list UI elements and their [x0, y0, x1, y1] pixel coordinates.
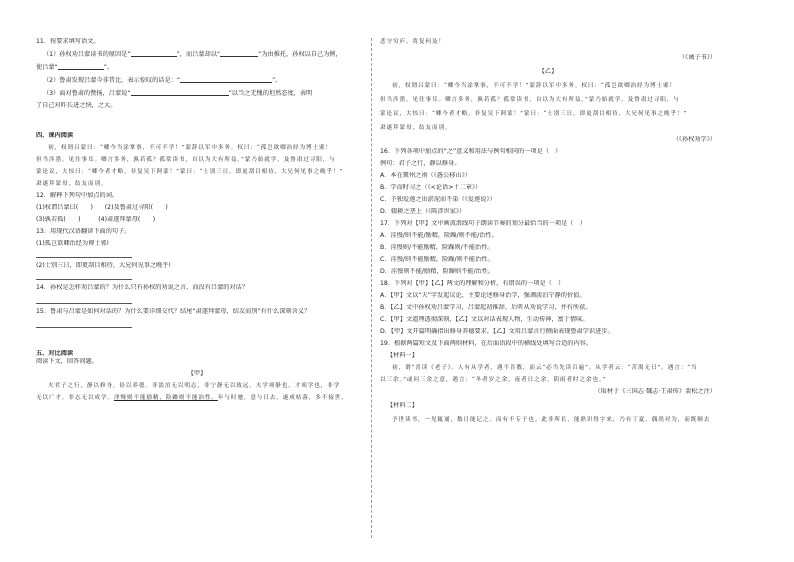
question-11: 11．按要求填写语文。	[36, 38, 100, 45]
question-11-part-3-cont: 了自己对昨长进之快，之大。	[36, 102, 117, 109]
option-d[interactable]: D．淫慢则不能/励精，险躁则不能/治性。	[380, 268, 495, 275]
passage-line: 以三余。”或问三余之意，遇言：“冬者岁之余，夜者日之余，阴雨者时之余也。”	[380, 377, 607, 383]
question-13: 13．用现代汉语翻译下面的句子。	[36, 228, 131, 235]
question-14: 14．孙权是怎样劝吕蒙的？为什么只有孙权的劝说之言，而没有吕蒙的对话？	[36, 284, 249, 291]
option-c[interactable]: C．淫慢/则不能励精，险躁/则不能治性。	[380, 256, 494, 263]
passage-line: 夫君子之行，静以修身，俭以养德。非淡泊无以明志，非宁静无以致远。夫学须静也，才须学也，非学	[48, 383, 341, 389]
section-4-heading: 四、课内阅读	[36, 132, 74, 139]
section-5-intro: 阅读下文，回答问题。	[36, 358, 98, 365]
question-13-1: (1)孤岂欲卿治经为博士邪!	[36, 240, 110, 247]
answer-blank[interactable]	[58, 63, 104, 70]
right-column	[380, 38, 716, 424]
source-citation: （取材于《三国志·魏志·王肃传》裴松之注）	[594, 388, 716, 395]
answer-blank[interactable]	[220, 50, 258, 57]
material-2-label: 【材料二】	[387, 402, 418, 409]
passage-line: 予世读书，一见辄诵，数日能记之。而有不专于也。此非所长，能熟识得字来，乃有丁夏，偶尚对为，而既顺去	[392, 417, 711, 423]
question-11-part-1-cont: 使吕蒙“ ”。	[36, 64, 114, 71]
question-16: 16．下列各项中加点的“之”意义和用法与例句相同的一项是（ ）	[380, 148, 562, 155]
question-17: 17．下列对【甲】文中画波浪线句子朗读节奏的划分最恰当的一项是（ ）	[380, 220, 586, 227]
left-column	[36, 38, 358, 402]
passage-jia-label: 【甲】	[187, 370, 207, 377]
source-citation: （《孙权劝学》）	[672, 136, 716, 143]
question-12-row-2: (3)孰若孤( ) (4)肃遂拜蒙母( )	[36, 216, 156, 223]
passage-line: 初，谓“喜读《老子》。人有从学者，遇不肯教，而云“必当先读百遍”。从学者云：“苦渴无日”。遇言：“当	[392, 365, 698, 371]
passage-line: 初，权谓吕蒙曰：“卿今当涂掌事，不可不学！”蒙辞以军中多务。权曰：“孤岂欲卿治经为博士邪！	[392, 83, 677, 89]
option-a[interactable]: A．本在冀州之南（《愚公移山》）	[380, 172, 471, 179]
question-11-part-1: （1）孙权劝吕蒙读书的原因是“ ”，而吕蒙却以“ ”为由推托，孙权以自己为例，	[43, 51, 342, 58]
question-11-part-2: （2）鲁肃发现吕蒙今非昔比，表示惊叹的话是：“ ”。	[43, 77, 282, 84]
question-11-part-3: （3）面对鲁肃的赞扬，吕蒙说“ ”以当之无愧的坦然态度，表明	[43, 90, 313, 97]
question-18: 18．下列对【甲】【乙】两文的理解和分析，有错误的一项是（ ）	[380, 280, 565, 287]
material-1-label: 【材料一】	[387, 352, 418, 359]
option-a[interactable]: A．【甲】文以“夫”字发起议论，主要论述修身治学，强调淡泊宁静的价值。	[380, 292, 586, 299]
question-12-row-1: (1)权谓吕蒙曰( ) (2)及鲁肃过寻阳( )	[36, 204, 168, 211]
passage-line: 肃遂拜蒙母，结友而别。	[380, 125, 452, 131]
passage-line: 蒙论议，大惊曰：“卿今者才略，非复吴下阿蒙！”蒙曰：“士别三日，即更刮目相待，大兄何见事之晚乎！”	[380, 111, 688, 117]
passage-yi-label: 【乙】	[538, 68, 558, 75]
passage-line: 悲守穷庐，将复何及！	[380, 39, 445, 45]
option-a[interactable]: A．淫慢/则不能/励精，险躁/则不能/治性。	[380, 232, 498, 239]
column-divider	[371, 38, 372, 538]
option-d[interactable]: D．辍耕之垄上（《陈涉世家》）	[380, 208, 466, 215]
passage-line: 蒙论议，大惊曰：“卿今者才略，非复吴下阿蒙！”蒙曰：“士别三日，即更刮目相待，大兄何见事之晚乎！”	[36, 169, 344, 175]
passage-line: 初，权谓吕蒙曰：“卿今当涂掌事，不可不学！”蒙辞以军中多务。权曰：“孤岂欲卿治经为博士邪！	[48, 145, 333, 151]
passage-line: 无以广才，非志无以成学。淫慢则不能励精，险躁则不能治性。年与时驰，意与日去，遂成枯落，多不接世，	[36, 395, 348, 401]
question-12: 12．解释下列句中加点的词。	[36, 192, 119, 199]
question-13-2: (2)士别三日，即更刮目相待，大兄何见事之晚乎!	[36, 262, 171, 269]
answer-blank[interactable]	[131, 89, 229, 96]
source-citation: （《诫子书》）	[678, 54, 716, 61]
answer-blank[interactable]	[180, 76, 272, 83]
question-16-example: 例句：君子之行，静以修身。	[380, 160, 461, 167]
option-c[interactable]: C．予独爱莲之出淤泥而不染（《爱莲说》）	[380, 196, 496, 203]
answer-blank[interactable]	[131, 50, 177, 57]
question-19: 19．根据两篇短文及下面两则材料，在后面语段中的横线处填写合适的内容。	[380, 340, 593, 347]
passage-line: 但当涉猎，见往事耳。卿言多务，孰若孤？孤常读书，自以为大有所益。”蒙乃始就学。及鲁肃过寻阳，与	[36, 157, 336, 163]
question-15: 15．鲁肃与吕蒙是如何对话的？为什么要详细交代？结尾“肃遂拜蒙母，结友而别”有什么深刻含义？	[36, 308, 311, 315]
passage-line: 但当涉猎，见往事耳。卿言多务，孰若孤？孤常读书，自以为大有所益。”蒙乃始就学。及鲁肃过寻阳，与	[380, 97, 680, 103]
wavy-underlined-sentence: 淫慢则不能励精，险躁则不能治性。	[113, 395, 218, 401]
option-b[interactable]: B．【乙】文中孙权劝吕蒙学习，吕蒙起初推辞，后听从劝说学习，并有所获。	[380, 304, 592, 311]
option-b[interactable]: B．学而时习之（《<论语>十二章》）	[380, 184, 482, 191]
option-d[interactable]: D．【甲】文开篇明确指出修身养德要求，【乙】文用吕蒙言行侧面表现鲁肃学识进步。	[380, 328, 614, 335]
passage-line: 肃遂拜蒙母，结友而别。	[36, 181, 108, 187]
option-b[interactable]: B．淫慢则/不能励精，险躁则/不能治性。	[380, 244, 494, 251]
section-5-heading: 五、对比阅读	[36, 350, 74, 357]
option-c[interactable]: C．【甲】文道理透彻深刻，【乙】文以对话表现人物，生动传神，富于情味。	[380, 316, 589, 323]
